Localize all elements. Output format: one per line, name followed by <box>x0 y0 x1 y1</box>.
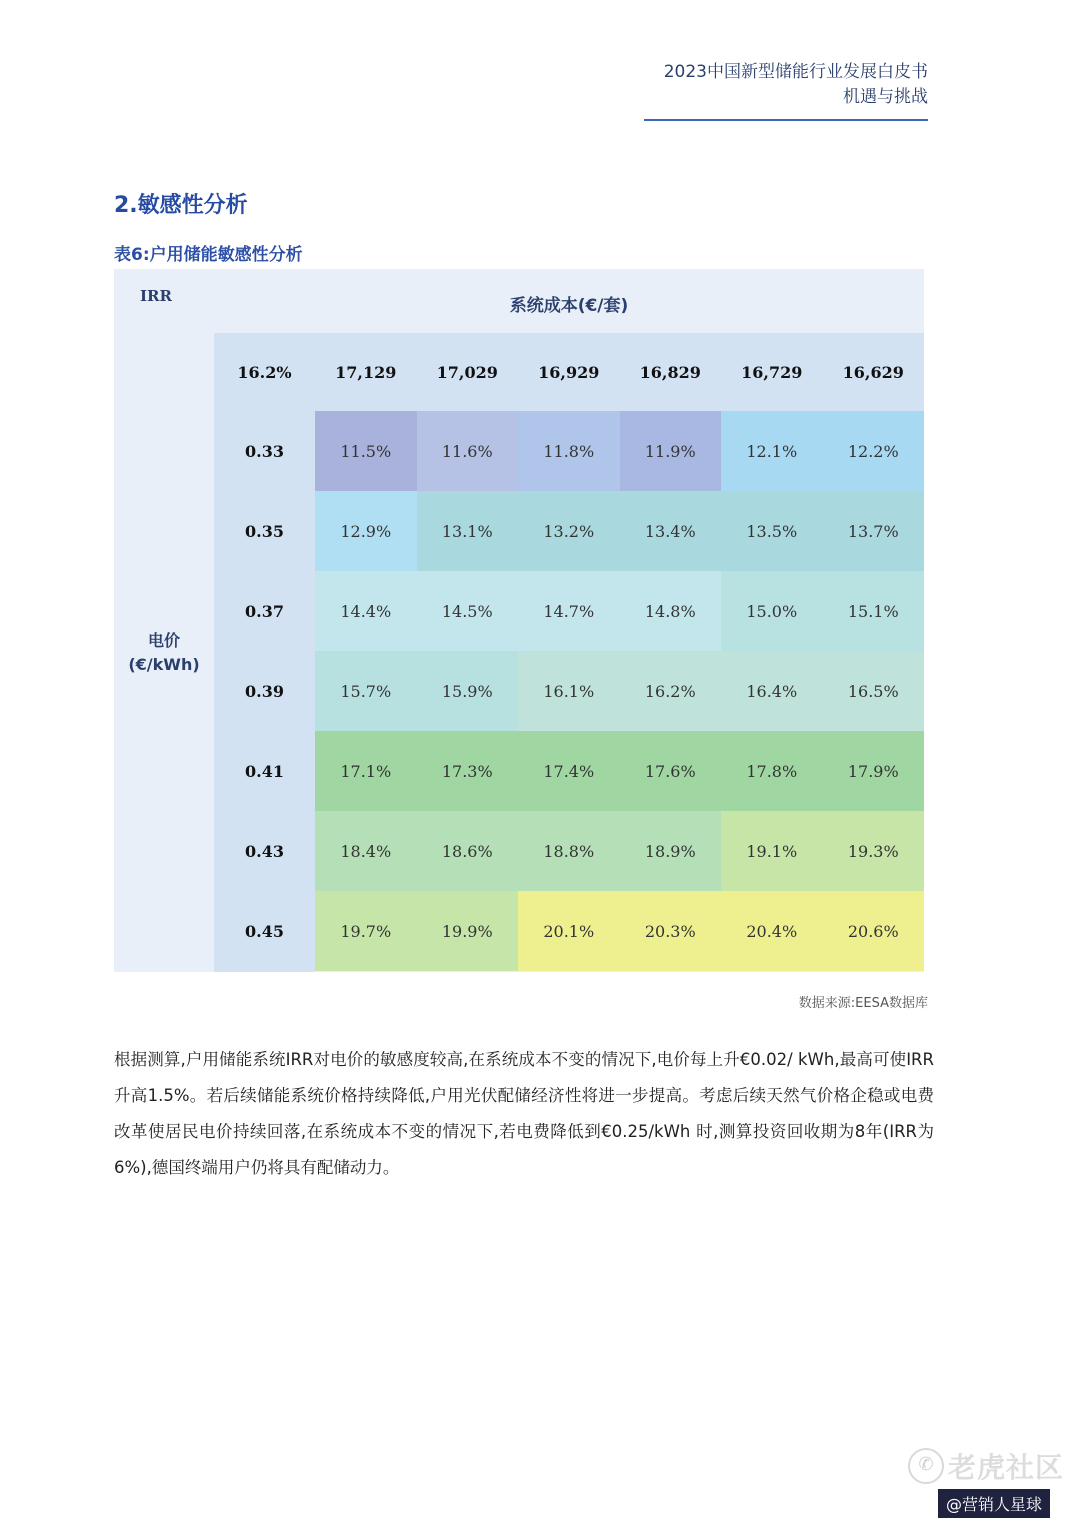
table-cell: 13.7% <box>823 491 925 571</box>
table-cell: 14.4% <box>315 571 417 651</box>
table-cell: 14.8% <box>620 571 722 651</box>
table-cell: 13.4% <box>620 491 722 571</box>
table-cell: 13.2% <box>518 491 620 571</box>
column-header: 16,929 <box>538 362 600 382</box>
table-cell: 17.3% <box>417 731 519 811</box>
header-subtitle: 机遇与挑战 <box>843 87 928 107</box>
table-cell: 18.8% <box>518 811 620 891</box>
row-header: 0.37 <box>245 601 284 621</box>
table-cell: 13.1% <box>417 491 519 571</box>
page-header <box>664 60 928 110</box>
table-cell: 19.1% <box>721 811 823 891</box>
table-cell: 15.7% <box>315 651 417 731</box>
body-paragraph <box>114 1042 934 1186</box>
row-group-title-line1: 电价 <box>147 631 180 650</box>
table-cell: 11.6% <box>417 411 519 491</box>
table-cell: 18.9% <box>620 811 722 891</box>
table-caption: 表6:户用储能敏感性分析 <box>114 245 303 265</box>
table-cell: 16.1% <box>518 651 620 731</box>
table-cell: 12.9% <box>315 491 417 571</box>
watermark-logo-icon: ✆ <box>908 1448 944 1484</box>
column-header: 16,729 <box>741 362 803 382</box>
table-cell: 15.0% <box>721 571 823 651</box>
row-header: 0.41 <box>245 761 284 781</box>
table-cell: 11.5% <box>315 411 417 491</box>
table-cell: 16.2% <box>620 651 722 731</box>
sensitivity-table <box>114 269 924 972</box>
table-cell: 11.9% <box>620 411 722 491</box>
table-cell: 17.6% <box>620 731 722 811</box>
irr-corner-label: IRR <box>140 287 172 305</box>
table-cell: 11.8% <box>518 411 620 491</box>
column-group-title: 系统成本(€/套) <box>509 296 629 316</box>
row-group-title <box>114 629 214 677</box>
row-header: 0.35 <box>245 521 284 541</box>
table-cell: 12.1% <box>721 411 823 491</box>
table-cell: 20.3% <box>620 891 722 971</box>
row-header: 0.33 <box>245 441 284 461</box>
column-header: 17,129 <box>335 362 397 382</box>
table-cell: 17.9% <box>823 731 925 811</box>
table-cell: 17.1% <box>315 731 417 811</box>
table-cell: 15.1% <box>823 571 925 651</box>
header-title: 2023中国新型储能行业发展白皮书 <box>663 62 928 82</box>
table-cell: 13.5% <box>721 491 823 571</box>
row-header: 0.39 <box>245 681 284 701</box>
row-group-title-line2: (€/kWh) <box>128 655 200 674</box>
row-header: 0.43 <box>245 841 284 861</box>
column-header: 17,029 <box>436 362 498 382</box>
table-cell: 12.2% <box>823 411 925 491</box>
column-header: 16,629 <box>842 362 904 382</box>
table-cell: 16.5% <box>823 651 925 731</box>
header-divider <box>644 119 928 121</box>
table-cell: 20.1% <box>518 891 620 971</box>
table-cell: 20.4% <box>721 891 823 971</box>
row-header: 0.45 <box>245 921 284 941</box>
table-cell: 19.7% <box>315 891 417 971</box>
table-cell: 14.5% <box>417 571 519 651</box>
paragraph-text: 根据测算,户用储能系统IRR对电价的敏感度较高,在系统成本不变的情况下,电价每上升€0.02/ kWh,最高可使IRR升高1.5%。若后续储能系统价格持续降低,户用光伏配储经济性将进一步提高。考虑后续天然气价格企稳或电费改革使居民电价持续回落,在系统成本不变的情况下,若电费降低到€0.25/kWh 时,测算投资回收期为8年(IRR为6%),德国终端用户仍将具有配储动力。 <box>114 1050 934 1177</box>
watermark-brand: 老虎社区 <box>948 1451 1065 1484</box>
table-cell: 19.9% <box>417 891 519 971</box>
watermark-tag: @营销人星球 <box>938 1489 1050 1518</box>
table-cell: 16.4% <box>721 651 823 731</box>
table-cell: 17.4% <box>518 731 620 811</box>
table-cell: 19.3% <box>823 811 925 891</box>
data-source: 数据来源:EESA数据库 <box>798 996 928 1011</box>
column-header: 16,829 <box>639 362 701 382</box>
section-title: 2.敏感性分析 <box>114 193 248 218</box>
table-cell: 18.6% <box>417 811 519 891</box>
table-cell: 20.6% <box>823 891 925 971</box>
table-cell: 14.7% <box>518 571 620 651</box>
table-cell: 18.4% <box>315 811 417 891</box>
corner-value: 16.2% <box>237 362 292 382</box>
table-cell: 15.9% <box>417 651 519 731</box>
table-cell: 17.8% <box>721 731 823 811</box>
